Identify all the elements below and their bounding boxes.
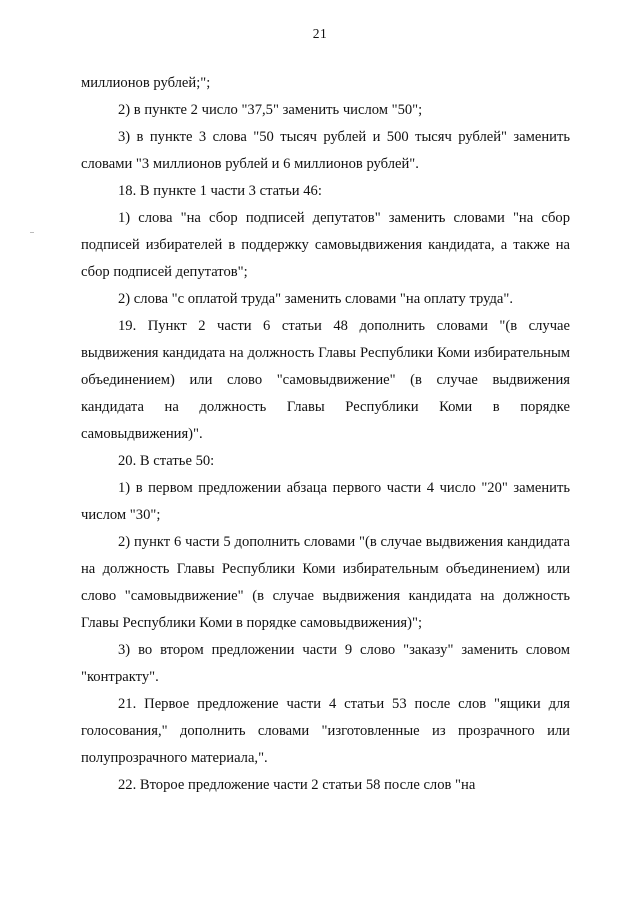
paragraph: 3) в пункте 3 слова "50 тысяч рублей и 500 тысяч рублей" заменить словами "3 миллионов рублей и 6 миллионов рублей". xyxy=(81,129,570,172)
paragraph: 2) в пункте 2 число "37,5" заменить числом "50"; xyxy=(118,102,423,118)
paragraph: 18. В пункте 1 части 3 статьи 46: xyxy=(118,183,322,199)
paragraph: 19. Пункт 2 части 6 статьи 48 дополнить словами "(в случае выдвижения кандидата на должность Главы Республики Коми избирательным объединением) или слово "самовыдвижение" (в случае выдвижения кандидата на должность Главы Республики Коми в порядке самовыдвижения)". xyxy=(81,318,570,442)
margin-mark xyxy=(30,232,34,233)
paragraph: 1) слова "на сбор подписей депутатов" заменить словами "на сбор подписей избирателей в поддержку самовыдвижения кандидата, а также на сбор подписей депутатов"; xyxy=(81,210,570,280)
paragraph: 1) в первом предложении абзаца первого части 4 число "20" заменить числом "30"; xyxy=(81,480,570,523)
paragraph: 3) во втором предложении части 9 слово "заказу" заменить словом "контракту". xyxy=(81,642,570,685)
page-number: 21 xyxy=(312,26,328,41)
paragraph: 21. Первое предложение части 4 статьи 53 после слов "ящики для голосования," дополнить словами "изготовленные из прозрачного или полупрозрачного материала,". xyxy=(81,696,570,766)
paragraph: миллионов рублей;"; xyxy=(81,75,211,91)
paragraph: 20. В статье 50: xyxy=(118,453,215,469)
paragraph: 2) слова "с оплатой труда" заменить словами "на оплату труда". xyxy=(118,291,513,307)
paragraph: 2) пункт 6 части 5 дополнить словами "(в случае выдвижения кандидата на должность Главы Республики Коми избирательным объединением) или слово "самовыдвижение" (в случае выдвижения кандидата на должность Главы Республики Коми в порядке самовыдвижения)"; xyxy=(81,534,570,631)
paragraph: 22. Второе предложение части 2 статьи 58 после слов "на xyxy=(118,777,476,793)
document-body xyxy=(81,70,570,799)
